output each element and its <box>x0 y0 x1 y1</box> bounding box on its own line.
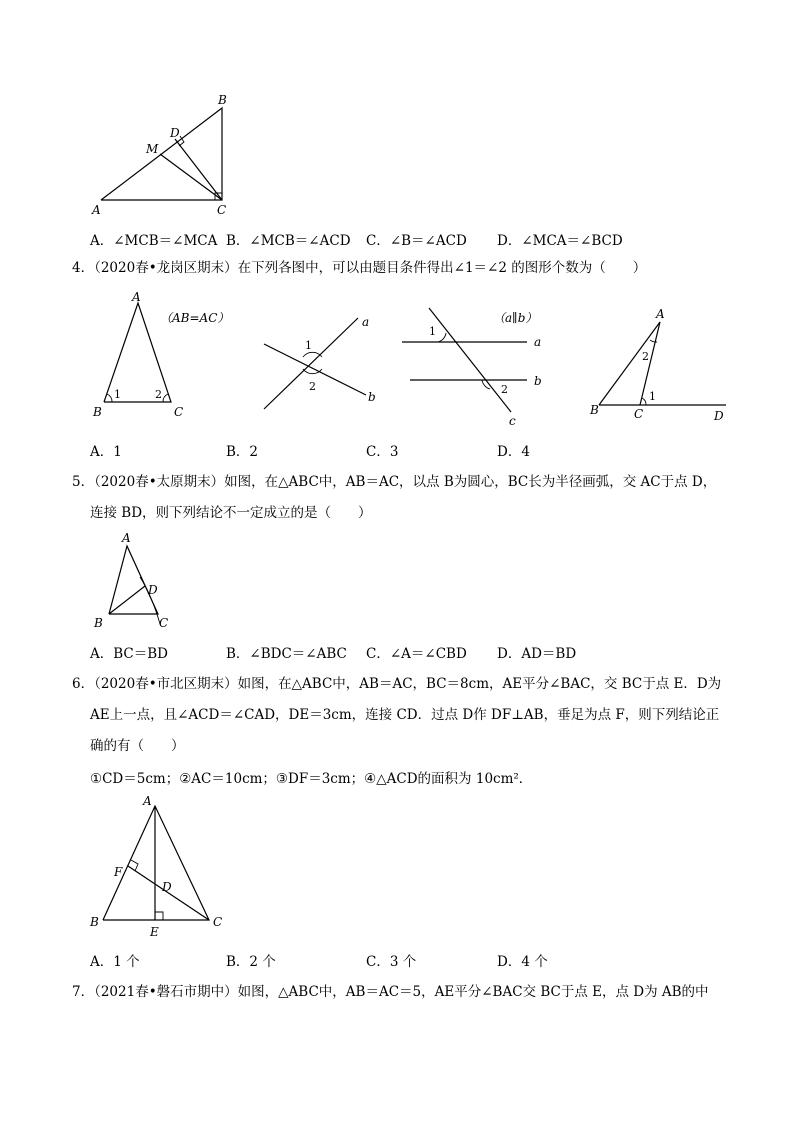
q6-option-c[interactable]: C．3 个 <box>366 954 417 970</box>
q4-fig3-label-c: c <box>509 414 516 428</box>
q4-fig3-label-a: a <box>534 335 542 349</box>
q4-fig3-label-b: b <box>534 374 542 388</box>
q3-label-M: M <box>146 142 159 156</box>
q4-fig4-label-C: C <box>634 407 644 421</box>
q4-stem: 4．（2020春•龙岗区期末）在下列各图中，可以由题目条件得出∠1＝∠2 的图形个数为（ ） <box>72 260 647 276</box>
q5-option-c[interactable]: C．∠A＝∠CBD <box>366 646 467 662</box>
q4-fig4-label-1: 1 <box>649 390 656 403</box>
q5-option-a[interactable]: A．BC＝BD <box>90 646 168 662</box>
q4-fig1-label-A: A <box>132 290 141 304</box>
q5-label-D: D <box>148 583 158 597</box>
q4-fig2-label-b: b <box>368 390 376 404</box>
q4-fig4-label-2: 2 <box>642 350 649 363</box>
q4-option-d[interactable]: D．4 <box>497 444 530 460</box>
q3-label-A: A <box>92 203 101 217</box>
q4-fig1-label-1: 1 <box>114 388 121 401</box>
q3-option-c[interactable]: C．∠B＝∠ACD <box>366 233 467 249</box>
q4-fig1-label-2: 2 <box>155 388 162 401</box>
q6-option-a[interactable]: A．1 个 <box>90 954 140 970</box>
q5-label-C: C <box>159 616 169 630</box>
q6-option-d[interactable]: D．4 个 <box>497 954 548 970</box>
q6-label-B: B <box>90 915 99 929</box>
q6-label-D: D <box>162 880 172 894</box>
q7-stem-line1: 7．（2021春•磐石市期中）如图，△ABC中，AB＝AC＝5，AE平分∠BAC交 BC于点 E，点 D为 AB的中 <box>72 984 709 1000</box>
q4-option-a[interactable]: A．1 <box>90 444 122 460</box>
q4-fig4-label-B: B <box>590 403 599 417</box>
q4-fig3-label-2: 2 <box>501 383 508 396</box>
q4-fig1-condition: （AB=AC） <box>160 311 230 325</box>
q3-option-b[interactable]: B．∠MCB＝∠ACD <box>226 233 351 249</box>
q6-stem-line4: ①CD＝5cm；②AC＝10cm；③DF＝3cm；④△ACD的面积为 10cm²． <box>90 771 533 787</box>
q3-option-a[interactable]: A．∠MCB＝∠MCA <box>90 233 218 249</box>
q3-label-D: D <box>170 126 180 140</box>
q3-label-B: B <box>218 93 227 107</box>
q6-stem-line3: 确的有（ ） <box>90 738 185 754</box>
q4-fig1-label-B: B <box>93 405 102 419</box>
q6-label-E: E <box>150 925 159 939</box>
q4-option-c[interactable]: C．3 <box>366 444 399 460</box>
q4-fig2-label-2: 2 <box>309 380 316 393</box>
q5-label-A: A <box>122 531 131 545</box>
q4-option-b[interactable]: B．2 <box>226 444 259 460</box>
q4-fig3-label-1: 1 <box>429 325 436 338</box>
q4-fig4-label-D: D <box>714 409 724 423</box>
q6-label-A: A <box>143 794 152 808</box>
q5-option-d[interactable]: D．AD＝BD <box>497 646 577 662</box>
q6-option-b[interactable]: B．2 个 <box>226 954 276 970</box>
q6-label-F: F <box>114 865 123 879</box>
q5-label-B: B <box>94 616 103 630</box>
q4-fig1-label-C: C <box>174 405 184 419</box>
q5-option-b[interactable]: B．∠BDC＝∠ABC <box>226 646 347 662</box>
q4-fig3-condition: （a∥b） <box>493 311 538 325</box>
q3-option-d[interactable]: D．∠MCA＝∠BCD <box>497 233 623 249</box>
q6-label-C: C <box>213 915 223 929</box>
q6-stem-line1: 6．（2020春•市北区期末）如图，在△ABC中，AB＝AC，BC＝8cm，AE平分∠BAC，交 BC于点 E．D为 <box>72 676 722 692</box>
q5-stem-line2: 连接 BD，则下列结论不一定成立的是（ ） <box>90 505 372 521</box>
q4-fig2-label-a: a <box>362 315 370 329</box>
q3-label-C: C <box>217 203 227 217</box>
q6-stem-line2: AE上一点，且∠ACD＝∠CAD，DE＝3cm，连接 CD．过点 D作 DF⊥AB，垂足为点 F，则下列结论正 <box>90 707 720 723</box>
q4-fig2-label-1: 1 <box>305 339 312 352</box>
q5-stem-line1: 5．（2020春•太原期末）如图，在△ABC中，AB＝AC，以点 B为圆心，BC长为半径画弧，交 AC于点 D， <box>72 474 717 490</box>
q4-fig4-label-A: A <box>656 307 665 321</box>
